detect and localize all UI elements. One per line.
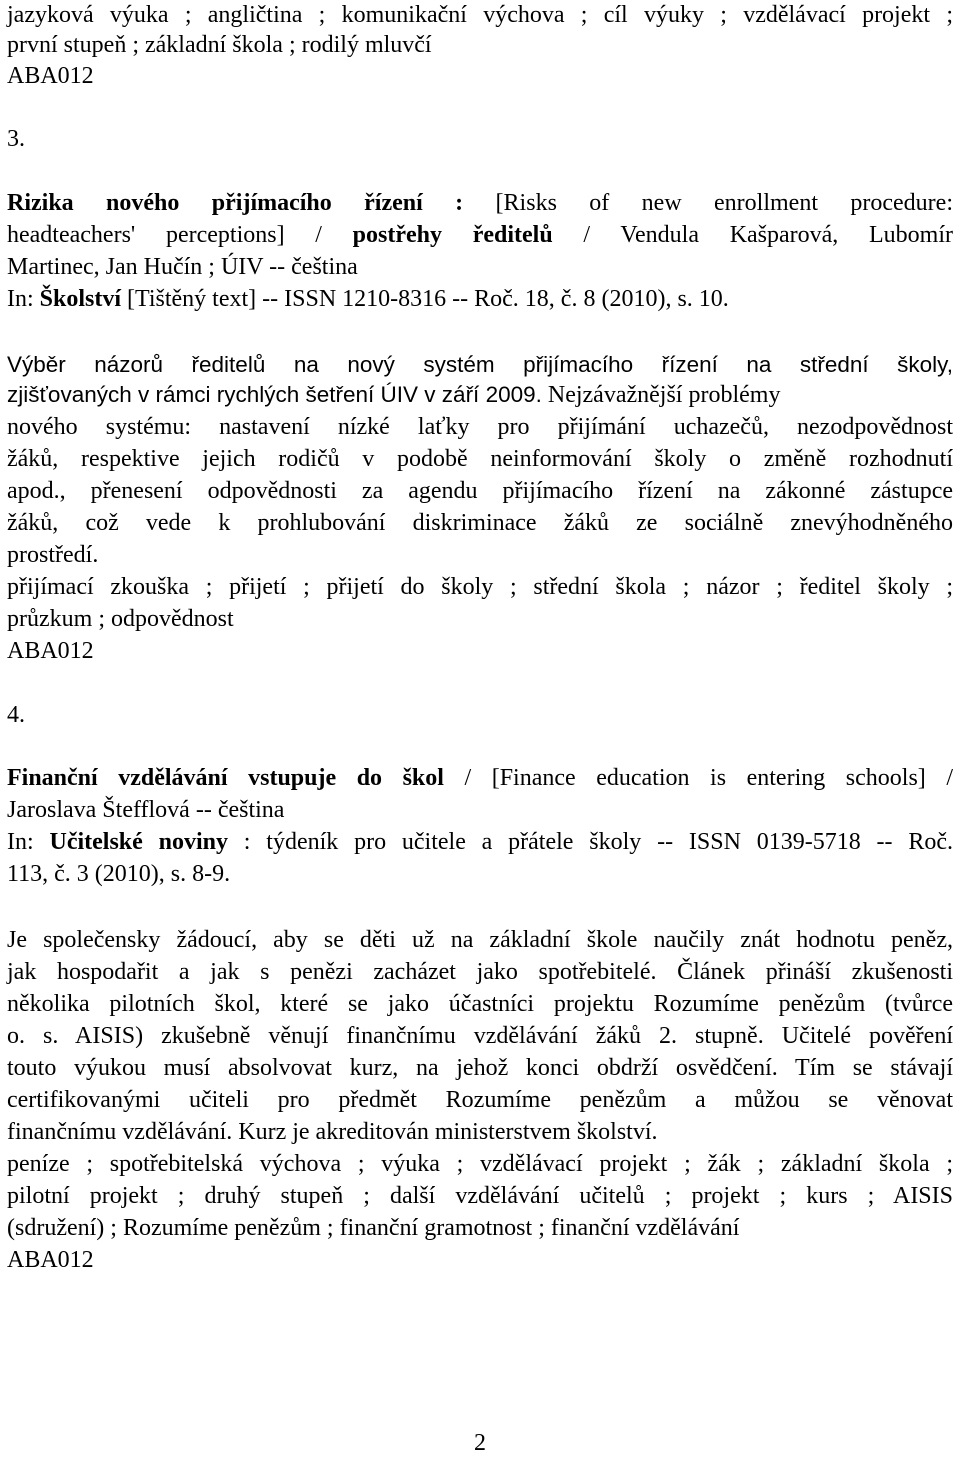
entry-source-line	[7, 284, 729, 314]
keywords-line: (sdružení) ; Rozumíme penězům ; finanční gramotnost ; finanční vzdělávání	[7, 1215, 740, 1241]
source-details: : týdeník pro učitele a přátele školy -- ISSN 0139-5718 -- Roč.	[227, 829, 953, 855]
abstract-line: žáků, respektive jejich rodičů v podobě neinformování školy o změně rozhodnutí	[7, 446, 953, 472]
abstract-line: certifikovanými učiteli pro předmět Rozumíme penězům a můžou se věnovat	[7, 1087, 953, 1113]
entry-authors-line: Martinec, Jan Hučín ; ÚIV -- čeština	[7, 254, 358, 280]
source-prefix: In:	[7, 829, 50, 855]
source-details: [Tištěný text] -- ISSN 1210-8316 -- Roč. 18, č. 8 (2010), s. 10.	[121, 286, 729, 312]
abstract-line: nového systému: nastavení nízké laťky pro přijímání uchazečů, nezodpovědnost	[7, 414, 953, 440]
keywords-line: peníze ; spotřebitelská výchova ; výuka ; vzdělávací projekt ; žák ; základní škola ;	[7, 1151, 953, 1177]
entry-authors-line: Jaroslava Štefflová -- čeština	[7, 797, 285, 823]
abstract-line: Výběr názorů ředitelů na nový systém přijímacího řízení na střední školy,	[7, 352, 953, 377]
abstract-line: žáků, což vede k prohlubování diskriminace žáků ze sociálně znevýhodněného	[7, 510, 953, 536]
abstract-line: o. s. AISIS) zkušebně věnují finančnímu vzdělávání žáků 2. stupně. Učitelé pověření	[7, 1023, 953, 1049]
abstract-serif-part: Nejzávažnější problémy	[541, 382, 781, 408]
keywords-line: přijímací zkouška ; přijetí ; přijetí do školy ; střední škola ; názor ; ředitel školy ;	[7, 574, 953, 600]
entry-title-line	[7, 763, 953, 793]
abstract-line: jak hospodařit a jak s penězi zacházet jako spotřebitelé. Článek přináší zkušenosti	[7, 959, 953, 985]
entry-source-line	[7, 827, 953, 857]
abstract-line: několika pilotních škol, které se jako účastníci projektu Rozumíme penězům (tvůrce	[7, 991, 953, 1017]
keywords-line: pilotní projekt ; druhý stupeň ; další vzdělávání učitelů ; projekt ; kurs ; AISIS	[7, 1183, 953, 1209]
abstract-sans-part: zjišťovaných v rámci rychlých šetření ÚIV v září 2009.	[7, 382, 542, 407]
source-prefix: In:	[7, 286, 40, 312]
record-code: ABA012	[7, 638, 94, 664]
entry-title-line	[7, 220, 953, 250]
abstract-line: prostředí.	[7, 542, 99, 568]
keywords-line: jazyková výuka ; angličtina ; komunikační výchova ; cíl výuky ; vzdělávací projekt ;	[7, 2, 953, 28]
entry-authors: / Vendula Kašparová, Lubomír	[552, 222, 954, 248]
entry-subtitle: postřehy ředitelů	[352, 222, 553, 248]
entry-number: 4.	[7, 702, 25, 728]
abstract-line: finančnímu vzdělávání. Kurz je akreditován ministerstvem školství.	[7, 1119, 658, 1145]
entry-title: Finanční vzdělávání vstupuje do škol	[7, 765, 444, 791]
entry-title: Rizika nového přijímacího řízení :	[7, 190, 464, 216]
abstract-line: Je společensky žádoucí, aby se děti už na základní škole naučily znát hodnotu peněz,	[7, 927, 953, 953]
source-journal: Učitelské noviny	[49, 829, 228, 855]
title-translation: [Risks of new enrollment procedure:	[463, 190, 953, 216]
title-translation: / [Finance education is entering schools] /	[443, 765, 953, 791]
keywords-line: první stupeň ; základní škola ; rodilý mluvčí	[7, 32, 432, 58]
source-journal: Školství	[39, 286, 122, 312]
record-code: ABA012	[7, 1247, 94, 1273]
abstract-line	[7, 380, 780, 410]
entry-title-line	[7, 188, 953, 218]
page-number: 2	[474, 1430, 486, 1456]
keywords-line: průzkum ; odpovědnost	[7, 606, 234, 632]
title-translation: headteachers' perceptions] /	[7, 222, 353, 248]
abstract-line: apod., přenesení odpovědnosti za agendu přijímacího řízení na zákonné zástupce	[7, 478, 953, 504]
abstract-line: touto výukou musí absolvovat kurz, na jehož konci obdrží osvědčení. Tím se stávají	[7, 1055, 953, 1081]
entry-number: 3.	[7, 126, 25, 152]
entry-source-line: 113, č. 3 (2010), s. 8-9.	[7, 861, 231, 887]
record-code: ABA012	[7, 63, 94, 89]
